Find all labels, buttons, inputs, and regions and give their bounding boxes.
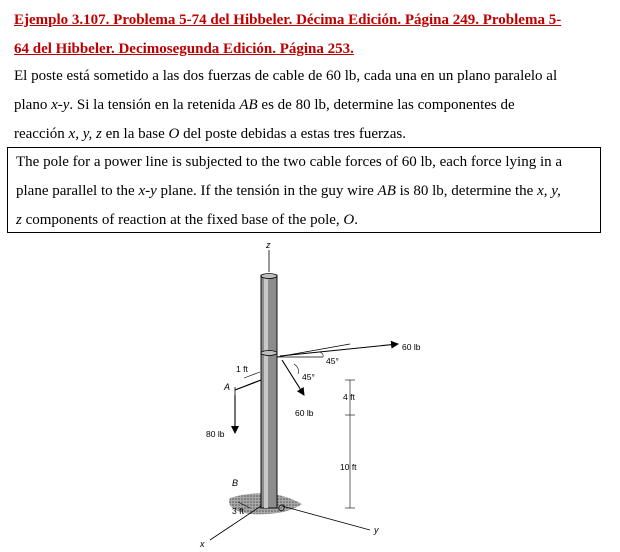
english-statement-box	[7, 147, 601, 233]
dim-10ft	[340, 415, 357, 508]
es-text: . Si la tensión en la retenida	[69, 97, 240, 113]
base-point-o	[278, 503, 285, 513]
es-var: x-y	[51, 97, 70, 113]
english-statement	[16, 148, 596, 235]
en-text: .	[354, 212, 358, 228]
x-axis	[199, 506, 261, 548]
title-line-1: Ejemplo 3.107. Problema 5-74 del Hibbeler. Décima Edición. Página 249. Problema 5-	[14, 12, 562, 28]
es-line-1: El poste está sometido a las dos fuerzas de cable de 60 lb, cada una en un plano paralelo al	[14, 68, 558, 84]
y-axis-label: y	[374, 525, 379, 535]
dim-1ft	[236, 364, 260, 378]
es-text: en la base	[101, 126, 169, 142]
force-60lb-down-label: 60 lb	[295, 408, 314, 418]
en-var: AB	[377, 183, 396, 199]
en-text: plane. If the tensión in the guy wire	[156, 183, 378, 199]
force-80lb	[206, 395, 235, 439]
angle-upper-label: 45°	[326, 356, 339, 366]
force-60lb-down	[282, 360, 315, 418]
force-60lb-right	[280, 342, 421, 356]
z-axis	[265, 240, 271, 272]
es-var: x, y, z	[68, 126, 102, 142]
force-60lb-right-label: 60 lb	[402, 342, 421, 352]
arm-a	[223, 380, 261, 395]
dim-10ft-label: 10 ft	[340, 462, 357, 472]
dim-4ft-label: 4 ft	[343, 392, 355, 402]
en-line-1: The pole for a power line is subjected to the two cable forces of 60 lb, each force lying in a	[16, 154, 563, 170]
problem-title	[14, 6, 610, 64]
dim-4ft	[343, 380, 355, 415]
es-var: O	[168, 126, 180, 142]
en-text: plane parallel to the	[16, 183, 139, 199]
pole-diagram	[190, 240, 430, 548]
z-axis-label: z	[266, 240, 271, 250]
es-text: reacción	[14, 126, 69, 142]
angle-lower-label: 45°	[302, 372, 315, 382]
pole	[261, 274, 277, 509]
y-axis	[282, 506, 379, 535]
en-var: O	[343, 212, 355, 228]
dim-1ft-label: 1 ft	[236, 364, 248, 374]
en-var: x-y	[138, 183, 157, 199]
es-text: es de 80 lb, determine las componentes de	[257, 97, 515, 113]
en-var: x, y,	[537, 183, 561, 199]
label-a: A	[224, 382, 231, 392]
title-line-2: 64 del Hibbeler. Decimosegunda Edición. Página 253.	[14, 41, 354, 57]
dim-3ft-label: 3 ft	[232, 506, 244, 516]
en-text: components of reaction at the fixed base of the pole,	[21, 212, 344, 228]
es-text: del poste debidas a estas tres fuerzas.	[179, 126, 406, 142]
es-text: plano	[14, 97, 52, 113]
label-o: O	[278, 503, 286, 513]
force-80lb-label: 80 lb	[206, 429, 225, 439]
label-b: B	[232, 478, 239, 488]
en-text: is 80 lb, determine the	[395, 183, 538, 199]
angle-45-upper	[320, 352, 339, 366]
es-var: AB	[239, 97, 258, 113]
spanish-statement	[14, 62, 608, 149]
x-axis-label: x	[200, 539, 205, 548]
en-var: z	[16, 212, 22, 228]
